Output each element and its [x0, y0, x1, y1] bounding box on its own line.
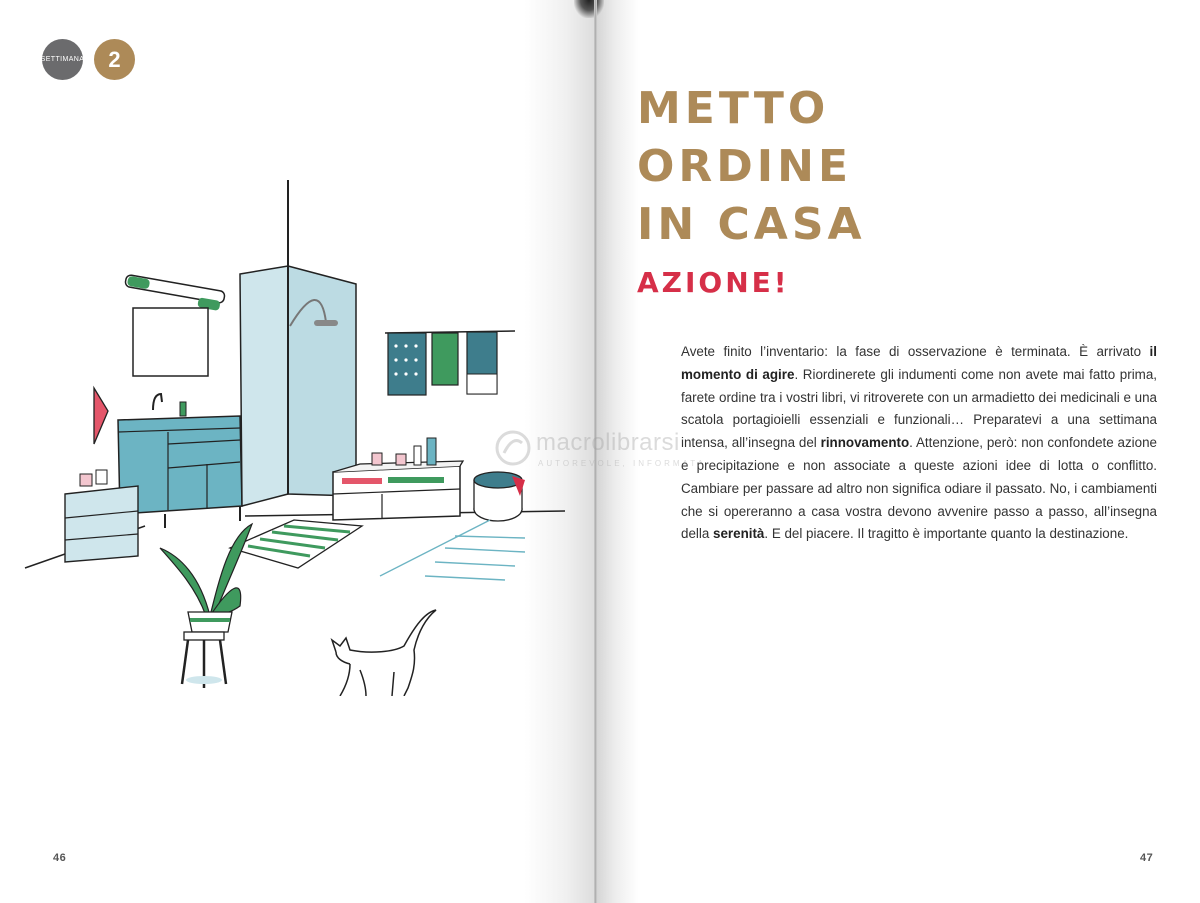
- title-line-2: ORDINE: [637, 141, 853, 192]
- cat: [332, 610, 436, 696]
- mirror-light: [125, 274, 226, 311]
- body-text-bold: il momento di agire: [681, 344, 1157, 382]
- book-gutter: [594, 0, 597, 903]
- shower: [240, 180, 356, 506]
- body-text-bold: rinnovamento: [820, 435, 910, 451]
- week-badge: [42, 39, 83, 80]
- laundry-basket: [474, 472, 525, 521]
- left-page: [0, 0, 596, 903]
- chapter-title: [637, 80, 866, 254]
- bathroom-illustration: [20, 176, 580, 696]
- body-text-run: Avete finito l’inventario: la fase di osservazione è terminata. È arrivato: [681, 344, 1150, 359]
- body-text-bold: serenità: [713, 526, 765, 542]
- towel-rail: [385, 331, 515, 395]
- page-number-right: 47: [1140, 852, 1154, 864]
- watermark-brand: macrolibrarsi: [536, 429, 680, 456]
- title-line-1: METTO: [637, 83, 830, 134]
- week-number-badge: [94, 39, 135, 80]
- page-number-left: 46: [53, 852, 67, 864]
- floor-lines: [380, 520, 525, 580]
- watermark-tagline: AUTOREVOLE, INFORMATA: [538, 459, 706, 468]
- body-paragraph: [681, 341, 1157, 546]
- week-badge-label: SETTIMANA: [40, 56, 85, 63]
- title-line-3: IN CASA: [637, 199, 866, 250]
- section-subtitle: AZIONE!: [637, 266, 790, 299]
- body-text-run: . E del piacere. Il tragitto è importante quanto la destinazione.: [764, 526, 1129, 542]
- book-spine-shadow: [574, 0, 604, 18]
- body-text-run: . Riordinerete gli indumenti come non avete mai fatto prima, farete ordine tra i vostri libri, vi ritroverete con un armadietto dei medicinali e una scatola portagioielli essenziali e funzionali… Preparatevi a una settimana intensa, all’insegna del: [681, 366, 1157, 451]
- potted-plant: [160, 524, 252, 688]
- week-number: 2: [108, 46, 121, 72]
- hand-towel: [94, 388, 108, 444]
- mirror: [133, 308, 208, 376]
- body-text-run: . Attenzione, però: non confondete azione e precipitazione e non associate a queste azioni idee di lotta o conflitto. Cambiare per passare ad altro non significa odiare il passato. No, i cambiamenti che si opereranno a casa vostra devono avvenire passo a passo, all’insegna della: [681, 435, 1157, 542]
